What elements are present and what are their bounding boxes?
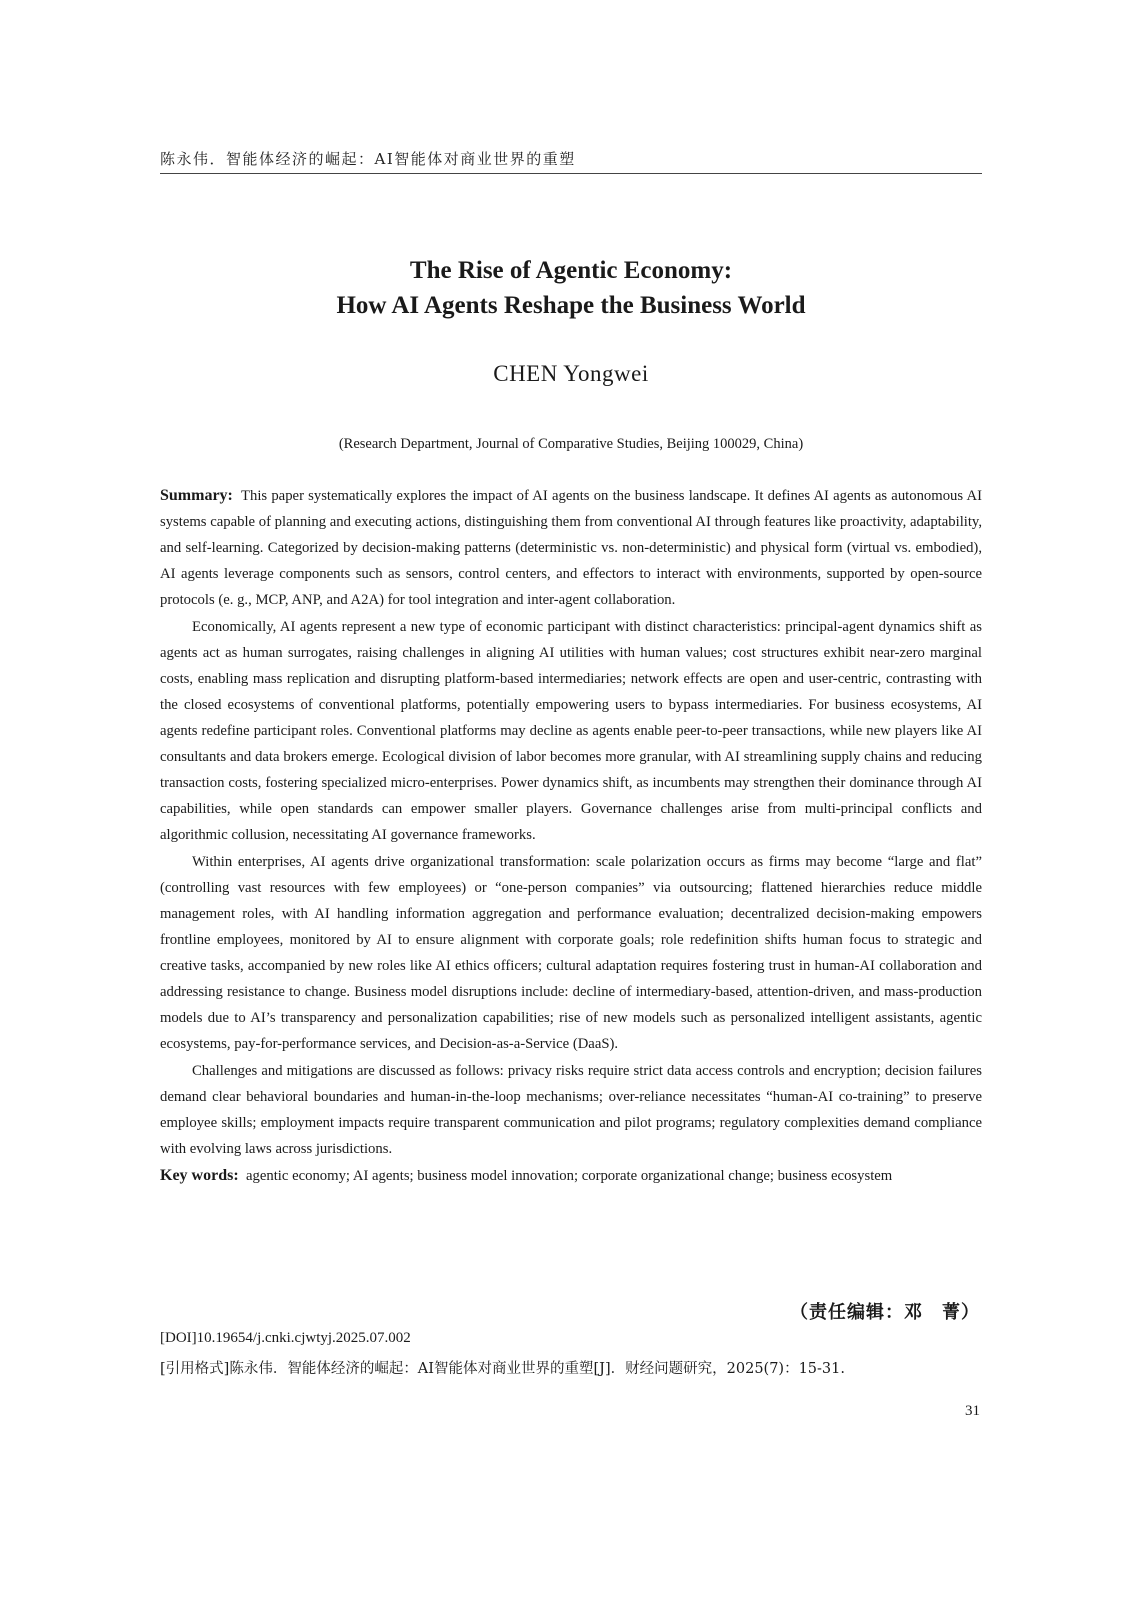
header-rule [160,173,982,174]
doi: [DOI]10.19654/j.cnki.cjwtyj.2025.07.002 [160,1330,411,1346]
summary-label: Summary: [160,487,233,504]
author-name: CHEN Yongwei [493,361,649,386]
abstract [160,483,982,1189]
title-line-2: How AI Agents Reshape the Business World [336,292,806,319]
title-line-1: The Rise of Agentic Economy: [409,257,733,284]
summary-paragraph-4: Challenges and mitigations are discussed as follows: privacy risks require strict data access controls and encryption; decision failures demand clear behavioral boundaries and human-in-the-loop mechanisms; over-reliance necessitates “human-AI co-training” to preserve employee skills; employment impacts require transparent communication and pilot programs; regulatory complexities demand compliance with evolving laws across jurisdictions. [160,1063,982,1157]
keywords-text: agentic economy; AI agents; business model innovation; corporate organizational change; business ecosystem [246,1168,893,1184]
keywords-label: Key words: [160,1167,239,1184]
summary-paragraph-1 [160,483,982,613]
page-number: 31 [965,1403,980,1419]
summary-text-1: This paper systematically explores the impact of AI agents on the business landscape. It defines AI agents as autonomous AI systems capable of planning and executing actions, distinguishing them from conventional AI through features like proactivity, adaptability, and self-learning. Categorized by decision-making patterns (deterministic vs. non-deterministic) and physical form (virtual vs. embodied), AI agents leverage components such as sensors, control centers, and effectors to interact with environments, supported by open-source protocols (e. g., MCP, ANP, and A2A) for tool integration and inter-agent collaboration. [160,488,982,608]
running-head: 陈永伟．智能体经济的崛起：AI智能体对商业世界的重塑 [160,150,576,168]
author-affiliation: (Research Department, Journal of Comparative Studies, Beijing 100029, China) [338,436,804,452]
paper-title [160,253,982,323]
summary-paragraph-3: Within enterprises, AI agents drive organizational transformation: scale polarization occurs as firms may become “large and flat” (controlling vast resources with few employees) or “one-person companies” via outsourcing; flattened hierarchies reduce middle management roles, with AI handling information aggregation and performance evaluation; decentralized decision-making empowers frontline employees, monitored by AI to ensure alignment with corporate goals; role redefinition shifts human focus to strategic and creative tasks, accompanied by new roles like AI ethics officers; cultural adaptation requires fostering trust in human-AI collaboration and addressing resistance to change. Business model disruptions include: decline of intermediary-based, attention-driven, and mass-production models due to AI’s transparency and personalization capabilities; rise of new models such as personalized intelligent assistants, agentic ecosystems, pay-for-performance services, and Decision-as-a-Service (DaaS). [160,854,982,1052]
keywords-paragraph [160,1163,982,1189]
editor-note: （责任编辑：邓 菁） [790,1302,980,1323]
summary-paragraph-2: Economically, AI agents represent a new type of economic participant with distinct characteristics: principal-agent dynamics shift as agents act as human surrogates, raising challenges in aligning AI utilities with human values; cost structures exhibit near-zero marginal costs, enabling mass replication and disrupting platform-based intermediaries; network effects are open and user-centric, contrasting with the closed ecosystems of conventional platforms, potentially empowering users to bypass intermediaries. For business ecosystems, AI agents redefine participant roles. Conventional platforms may decline as agents enable peer-to-peer transactions, while new players like AI consultants and data brokers emerge. Ecological division of labor becomes more granular, with AI streamlining supply chains and reducing transaction costs, fostering specialized micro-enterprises. Power dynamics shift, as incumbents may strengthen their dominance through AI capabilities, while open standards can empower smaller players. Governance challenges arise from multi-principal conflicts and algorithmic collusion, necessitating AI governance frameworks. [160,619,982,843]
citation-format: [引用格式]陈永伟．智能体经济的崛起：AI智能体对商业世界的重塑[J]．财经问题研究，2025(7)：15-31. [160,1361,845,1377]
